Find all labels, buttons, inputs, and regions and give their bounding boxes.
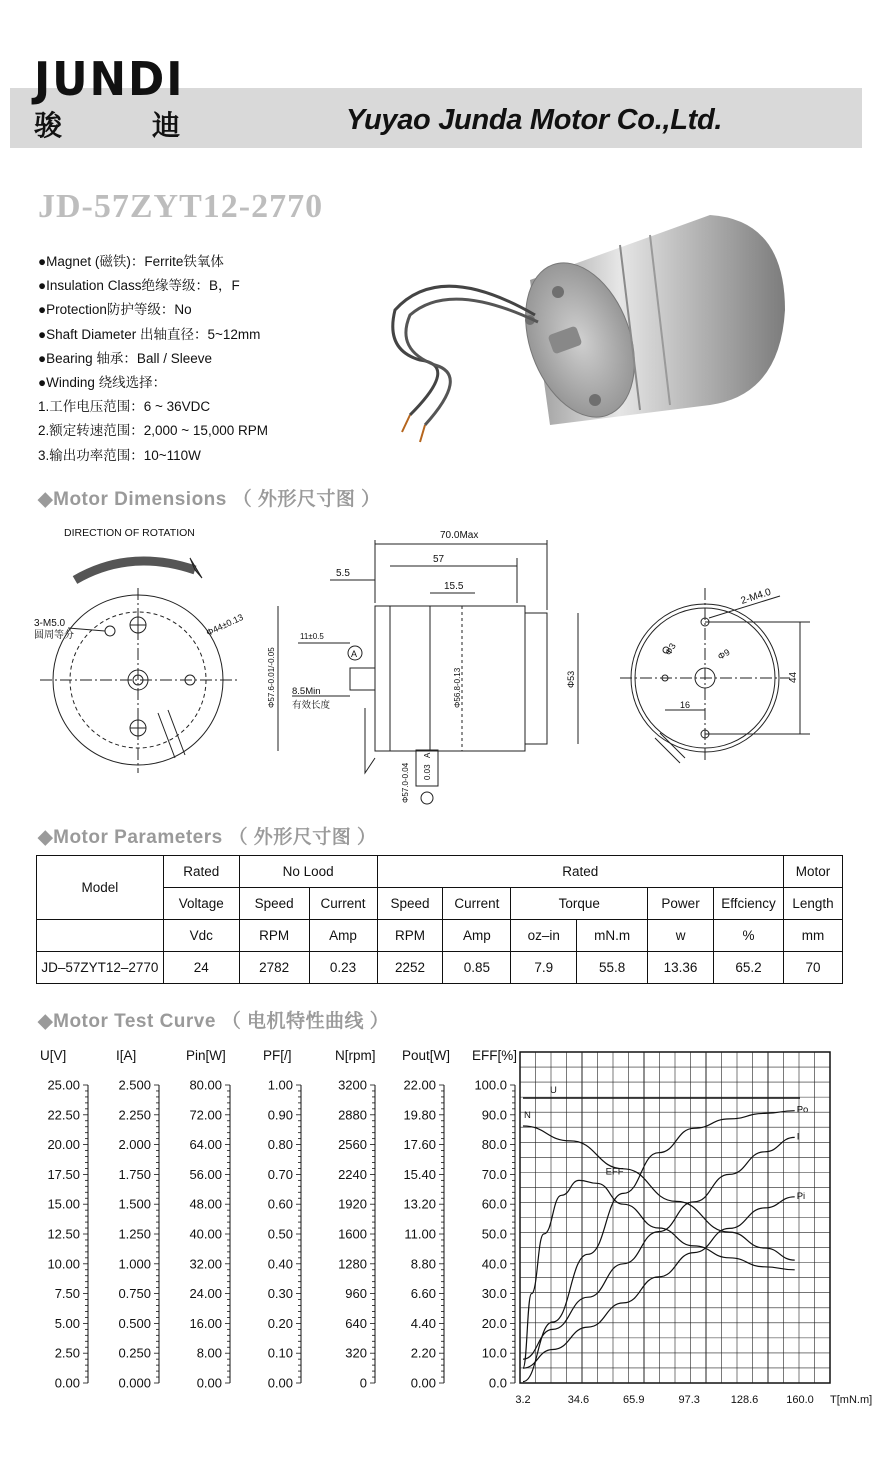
col-rated-group-2: Rated xyxy=(377,856,783,888)
series-line-i xyxy=(523,1137,795,1359)
tick-label: 0 xyxy=(359,1375,367,1391)
tick-label: 0.000 xyxy=(118,1375,151,1391)
axis-label-1: I[A] xyxy=(116,1048,137,1063)
len85-label: 8.5Min xyxy=(292,686,321,697)
series-label-eff: EFF xyxy=(605,1166,624,1178)
tick-label: 1.750 xyxy=(118,1166,151,1182)
tick-label: 0.00 xyxy=(267,1375,293,1391)
tick-label: 0.50 xyxy=(267,1226,293,1242)
tick-label: 64.00 xyxy=(189,1137,222,1153)
axis-label-2: Pin[W] xyxy=(186,1048,226,1063)
tick-label: 56.00 xyxy=(189,1166,222,1182)
tick-label: 15.40 xyxy=(403,1166,436,1182)
axis-label-3: PF[/] xyxy=(263,1048,292,1063)
d53-label: Φ53 xyxy=(566,670,576,688)
cell-torque-mnm: 55.8 xyxy=(577,952,648,984)
tick-label: 5.00 xyxy=(54,1315,80,1331)
len16-label: 16 xyxy=(680,700,691,710)
tick-label: 2.50 xyxy=(54,1345,80,1361)
d9-label: Φ9 xyxy=(716,646,732,662)
col-speed: Speed xyxy=(239,888,309,920)
test-curve-chart xyxy=(30,1040,875,1420)
tick-label: 0.00 xyxy=(196,1375,222,1391)
logo-char-1: 骏 xyxy=(34,110,63,141)
series-label-n: N xyxy=(524,1109,531,1121)
spec-item-speed-range: 2.额定转速范围：2,000 ~ 15,000 RPM xyxy=(38,423,268,439)
len70-label: 70.0Max xyxy=(440,530,479,541)
cell-length: 70 xyxy=(783,952,842,984)
tick-label: 2.500 xyxy=(118,1077,151,1093)
series-label-i: I xyxy=(796,1131,800,1143)
axis-label-4: N[rpm] xyxy=(335,1048,376,1063)
tick-label: 8.00 xyxy=(196,1345,222,1361)
tick-label: 30.0 xyxy=(481,1286,507,1302)
cell-voltage: 24 xyxy=(163,952,239,984)
tick-label: 60.0 xyxy=(481,1196,507,1212)
tick-label: 4.40 xyxy=(410,1315,436,1331)
tick-label: 0.750 xyxy=(118,1286,151,1302)
tick-label: 1280 xyxy=(338,1256,367,1272)
x-tick-label: 128.6 xyxy=(730,1394,759,1406)
d576-label: Φ57.6-0.01/-0.05 xyxy=(267,647,276,708)
cell-noload-current: 0.23 xyxy=(309,952,377,984)
logo-text-en: JUNDI xyxy=(34,52,185,106)
d3-label: Φ3 xyxy=(663,641,678,657)
x-tick-label: 65.9 xyxy=(623,1394,645,1406)
d570-label: Φ57.0-0.04 xyxy=(401,762,410,803)
tick-label: 20.00 xyxy=(47,1137,80,1153)
unit-cell: oz–in xyxy=(511,920,577,952)
tick-label: 2.20 xyxy=(410,1345,436,1361)
tick-label: 24.00 xyxy=(189,1286,222,1302)
len44-label: 44 xyxy=(788,671,799,683)
len11-label: 11±0.5 xyxy=(300,632,324,641)
axis-label-6: EFF[%] xyxy=(472,1048,518,1063)
motor-photo xyxy=(380,200,810,450)
tick-label: 13.20 xyxy=(403,1196,436,1212)
dimension-drawing xyxy=(30,518,860,818)
logo-char-2: 迪 xyxy=(151,110,180,141)
col-power: Power xyxy=(648,888,714,920)
tick-label: 0.70 xyxy=(267,1166,293,1182)
x-tick-label: 3.2 xyxy=(515,1394,531,1406)
tick-label: 0.500 xyxy=(118,1315,151,1331)
tick-label: 15.00 xyxy=(47,1196,80,1212)
tick-label: 80.00 xyxy=(189,1077,222,1093)
d44-label: Φ44±0.13 xyxy=(204,611,245,638)
series-line-pi xyxy=(523,1197,795,1368)
tick-label: 22.00 xyxy=(403,1077,436,1093)
unit-cell: % xyxy=(714,920,784,952)
datum-a-label: A xyxy=(351,649,358,659)
col-model: Model xyxy=(37,856,164,920)
series-label-u: U xyxy=(550,1085,557,1097)
cell-noload-speed: 2782 xyxy=(239,952,309,984)
spec-item-protection: ●Protection防护等级：No xyxy=(38,302,192,318)
table-header-row-1 xyxy=(37,856,843,888)
tick-label: 48.00 xyxy=(189,1196,222,1212)
spec-item-bearing: ●Bearing 轴承：Ball / Sleeve xyxy=(38,350,212,366)
col-torque: Torque xyxy=(511,888,648,920)
tick-label: 3200 xyxy=(338,1077,367,1093)
axis-label-0: U[V] xyxy=(40,1048,67,1063)
tick-label: 1.250 xyxy=(118,1226,151,1242)
series-line-eff xyxy=(523,1180,795,1368)
x-tick-label: 97.3 xyxy=(678,1394,700,1406)
tick-label: 960 xyxy=(345,1286,367,1302)
effective-length-label: 有效长度 xyxy=(292,700,331,711)
tick-label: 2560 xyxy=(338,1137,367,1153)
table-row xyxy=(37,952,843,984)
section-title-curve: ◆Motor Test Curve （ 电机特性曲线 ） xyxy=(38,1011,390,1032)
cell-power: 13.36 xyxy=(648,952,714,984)
tick-label: 0.00 xyxy=(410,1375,436,1391)
tick-label: 1920 xyxy=(338,1196,367,1212)
tick-label: 2240 xyxy=(338,1166,367,1182)
tick-label: 640 xyxy=(345,1315,367,1331)
spec-item-power-range: 3.输出功率范围：10~110W xyxy=(38,447,201,463)
tick-label: 1.00 xyxy=(267,1077,293,1093)
x-tick-label: 34.6 xyxy=(567,1394,590,1406)
x-tick-label: 160.0 xyxy=(786,1394,814,1406)
tick-label: 80.0 xyxy=(481,1137,507,1153)
unit-cell: Amp xyxy=(443,920,511,952)
front-view-shaft-side xyxy=(34,527,245,773)
tick-label: 0.20 xyxy=(267,1315,293,1331)
unit-cell-blank xyxy=(37,920,164,952)
series-label-po: Po xyxy=(796,1104,809,1116)
section-title-dimensions: ◆Motor Dimensions （ 外形尺寸图 ） xyxy=(38,489,381,510)
series-line-n xyxy=(523,1126,795,1260)
col-rated-group: Rated xyxy=(163,856,239,888)
tick-label: 0.10 xyxy=(267,1345,293,1361)
cell-rated-current: 0.85 xyxy=(443,952,511,984)
table-units-row xyxy=(37,920,843,952)
tick-label: 0.60 xyxy=(267,1196,293,1212)
m4-label: 2-M4.0 xyxy=(739,586,773,607)
equal-division-label: 圆周等分 xyxy=(34,630,74,641)
tick-label: 0.00 xyxy=(54,1375,80,1391)
spec-list xyxy=(38,250,268,468)
company-name: Yuyao Junda Motor Co.,Ltd. xyxy=(346,104,723,136)
col-noload-group: No Lood xyxy=(239,856,377,888)
unit-cell: Amp xyxy=(309,920,377,952)
len57-label: 57 xyxy=(433,554,445,565)
tick-label: 10.00 xyxy=(47,1256,80,1272)
tick-label: 8.80 xyxy=(410,1256,436,1272)
tick-label: 19.80 xyxy=(403,1107,436,1123)
series-line-po xyxy=(523,1111,795,1382)
tick-label: 0.40 xyxy=(267,1256,293,1272)
tick-label: 25.00 xyxy=(47,1077,80,1093)
tick-label: 0.90 xyxy=(267,1107,293,1123)
tick-label: 1.500 xyxy=(118,1196,151,1212)
spec-item-shaft: ●Shaft Diameter 出轴直径：5~12mm xyxy=(38,326,261,342)
tick-label: 7.50 xyxy=(54,1286,80,1302)
tick-label: 10.0 xyxy=(481,1345,507,1361)
col-voltage: Voltage xyxy=(163,888,239,920)
x-axis-label: T[mN.m] xyxy=(830,1394,873,1406)
tick-label: 6.60 xyxy=(410,1286,436,1302)
logo-text-cn xyxy=(34,104,180,144)
spec-item-winding: ●Winding 绕线选择： xyxy=(38,375,167,391)
unit-cell: Vdc xyxy=(163,920,239,952)
unit-cell: mm xyxy=(783,920,842,952)
col-efficiency: Effciency xyxy=(714,888,784,920)
section-title-parameters: ◆Motor Parameters （ 外形尺寸图 ） xyxy=(38,827,377,848)
len155-label: 15.5 xyxy=(444,581,464,592)
col-length: Length xyxy=(783,888,842,920)
tick-label: 20.0 xyxy=(481,1315,507,1331)
tick-label: 32.00 xyxy=(189,1256,222,1272)
unit-cell: mN.m xyxy=(577,920,648,952)
tick-label: 100.0 xyxy=(474,1077,507,1093)
unit-cell: RPM xyxy=(377,920,443,952)
series-label-pi: Pi xyxy=(796,1190,806,1202)
spec-item-voltage-range: 1.工作电压范围：6 ~ 36VDC xyxy=(38,399,211,415)
tick-label: 40.0 xyxy=(481,1256,507,1272)
tick-label: 16.00 xyxy=(189,1315,222,1331)
col-current: Current xyxy=(309,888,377,920)
tick-label: 0.250 xyxy=(118,1345,151,1361)
cell-model: JD–57ZYT12–2770 xyxy=(37,952,164,984)
tick-label: 1600 xyxy=(338,1226,367,1242)
tick-label: 11.00 xyxy=(404,1226,436,1242)
unit-cell: w xyxy=(648,920,714,952)
tick-label: 0.80 xyxy=(267,1137,293,1153)
tick-label: 2880 xyxy=(338,1107,367,1123)
d568-label: Φ56.8-0.13 xyxy=(453,667,462,708)
rear-view xyxy=(620,587,810,763)
tick-label: 22.50 xyxy=(47,1107,80,1123)
tick-label: 90.0 xyxy=(481,1107,507,1123)
tick-label: 40.00 xyxy=(189,1226,222,1242)
col-motor-group: Motor xyxy=(783,856,842,888)
side-view xyxy=(267,530,578,804)
cell-torque-ozin: 7.9 xyxy=(511,952,577,984)
tick-label: 0.30 xyxy=(267,1286,293,1302)
cell-efficiency: 65.2 xyxy=(714,952,784,984)
tolerance-label: 0.03 xyxy=(423,764,432,780)
tick-label: 12.50 xyxy=(47,1226,80,1242)
tick-label: 72.00 xyxy=(189,1107,222,1123)
tick-label: 17.60 xyxy=(403,1137,436,1153)
spec-item-insulation: ●Insulation Class绝缘等级：B，F xyxy=(38,278,240,294)
len55-label: 5.5 xyxy=(336,568,350,579)
company-logo xyxy=(34,52,194,150)
tick-label: 320 xyxy=(345,1345,367,1361)
tick-label: 2.000 xyxy=(118,1137,151,1153)
tolerance-ref-label: A xyxy=(423,752,432,758)
tick-label: 50.0 xyxy=(481,1226,507,1242)
parameters-table xyxy=(36,855,843,984)
rotation-label: DIRECTION OF ROTATION xyxy=(64,527,195,539)
cell-rated-speed: 2252 xyxy=(377,952,443,984)
m5-label: 3-M5.0 xyxy=(34,618,66,629)
tick-label: 1.000 xyxy=(118,1256,151,1272)
col-speed-rated: Speed xyxy=(377,888,443,920)
spec-item-magnet: ●Magnet (磁铁)：Ferrite铁氧体 xyxy=(38,254,224,269)
model-title: JD-57ZYT12-2770 xyxy=(38,188,324,225)
tick-label: 0.0 xyxy=(488,1375,507,1391)
tick-label: 17.50 xyxy=(47,1166,80,1182)
axis-label-5: Pout[W] xyxy=(402,1048,451,1063)
tick-label: 70.0 xyxy=(481,1166,507,1182)
tick-label: 2.250 xyxy=(118,1107,151,1123)
unit-cell: RPM xyxy=(239,920,309,952)
col-current-rated: Current xyxy=(443,888,511,920)
